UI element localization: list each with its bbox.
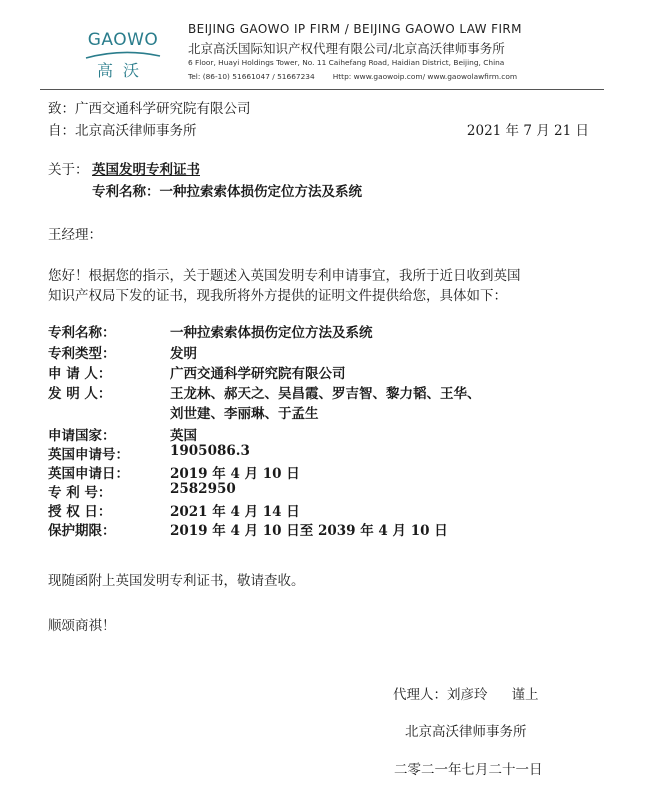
subject-patent-name: 专利名称：一种拉索索体损伤定位方法及系统 xyxy=(92,184,362,200)
body-paragraph-line-2: 知识产权局下发的证书，现我所将外方提供的证明文件提供给您，具体如下： xyxy=(48,288,507,304)
detail-label: 专利名称： xyxy=(48,325,116,341)
detail-value: 2019 年 4 月 10 日至 2039 年 4 月 10 日 xyxy=(170,523,448,539)
detail-label: 授 权 日： xyxy=(48,504,112,520)
firm-logo xyxy=(78,28,168,84)
firm-address: 6 Floor, Huayi Holdings Tower, No. 11 Caihefang Road, Haidian District, Beijing, China xyxy=(188,58,505,67)
detail-value: 2582950 xyxy=(170,481,236,497)
signing-date: 二零二一年七月二十一日 xyxy=(394,762,543,778)
detail-label: 英国申请日： xyxy=(48,466,129,482)
detail-value: 王龙林、郝天之、吴昌霞、罗吉智、黎力韬、王华、 xyxy=(170,386,481,402)
firm-contact xyxy=(188,72,517,81)
detail-label: 发 明 人： xyxy=(48,386,112,402)
logo-text-cn: 高沃 xyxy=(96,61,149,80)
signing-firm: 北京高沃律师事务所 xyxy=(405,724,527,740)
recipient-line: 致：广西交通科学研究院有限公司 xyxy=(48,101,251,117)
enclosure-note: 现随函附上英国发明专利证书，敬请查收。 xyxy=(48,573,305,589)
firm-name-en: BEIJING GAOWO IP FIRM / BEIJING GAOWO LAW FIRM xyxy=(188,22,522,36)
detail-value: 发明 xyxy=(170,346,197,362)
logo-text-en: GAOWO xyxy=(87,30,159,50)
agent-signature xyxy=(393,683,539,703)
letterhead-divider xyxy=(40,89,604,90)
detail-label: 英国申请号： xyxy=(48,447,129,463)
detail-label: 申请国家： xyxy=(48,428,116,444)
detail-label: 申 请 人： xyxy=(48,366,112,382)
closing-regards: 顺颂商祺！ xyxy=(48,618,116,634)
detail-value: 2021 年 4 月 14 日 xyxy=(170,504,300,520)
subject-title: 英国发明专利证书 xyxy=(92,162,200,178)
firm-web: Http: www.gaowoip.com/ www.gaowolawfirm.com xyxy=(332,72,518,81)
detail-value: 广西交通科学研究院有限公司 xyxy=(170,366,346,382)
respect-phrase: 谨上 xyxy=(511,687,539,703)
detail-value: 刘世建、李丽琳、于孟生 xyxy=(170,406,319,422)
firm-name-cn: 北京高沃国际知识产权代理有限公司/北京高沃律师事务所 xyxy=(188,41,505,56)
detail-label: 保护期限： xyxy=(48,523,116,539)
detail-value: 英国 xyxy=(170,428,197,444)
detail-value: 2019 年 4 月 10 日 xyxy=(170,466,300,482)
detail-value: 一种拉索索体损伤定位方法及系统 xyxy=(170,325,373,341)
detail-label: 专 利 号： xyxy=(48,485,112,501)
agent-name: 代理人：刘彦玲 xyxy=(393,687,488,703)
letter-date: 2021 年 7 月 21 日 xyxy=(466,123,589,139)
body-paragraph-line-1: 您好！根据您的指示，关于题述入英国发明专利申请事宜，我所于近日收到英国 xyxy=(48,268,521,284)
greeting: 王经理： xyxy=(48,227,102,243)
detail-value: 1905086.3 xyxy=(170,443,250,459)
sender-line: 自：北京高沃律师事务所 xyxy=(48,123,197,139)
firm-tel: Tel: (86-10) 51661047 / 51667234 xyxy=(188,72,315,81)
subject-label: 关于： xyxy=(48,162,89,178)
detail-label: 专利类型： xyxy=(48,346,116,362)
